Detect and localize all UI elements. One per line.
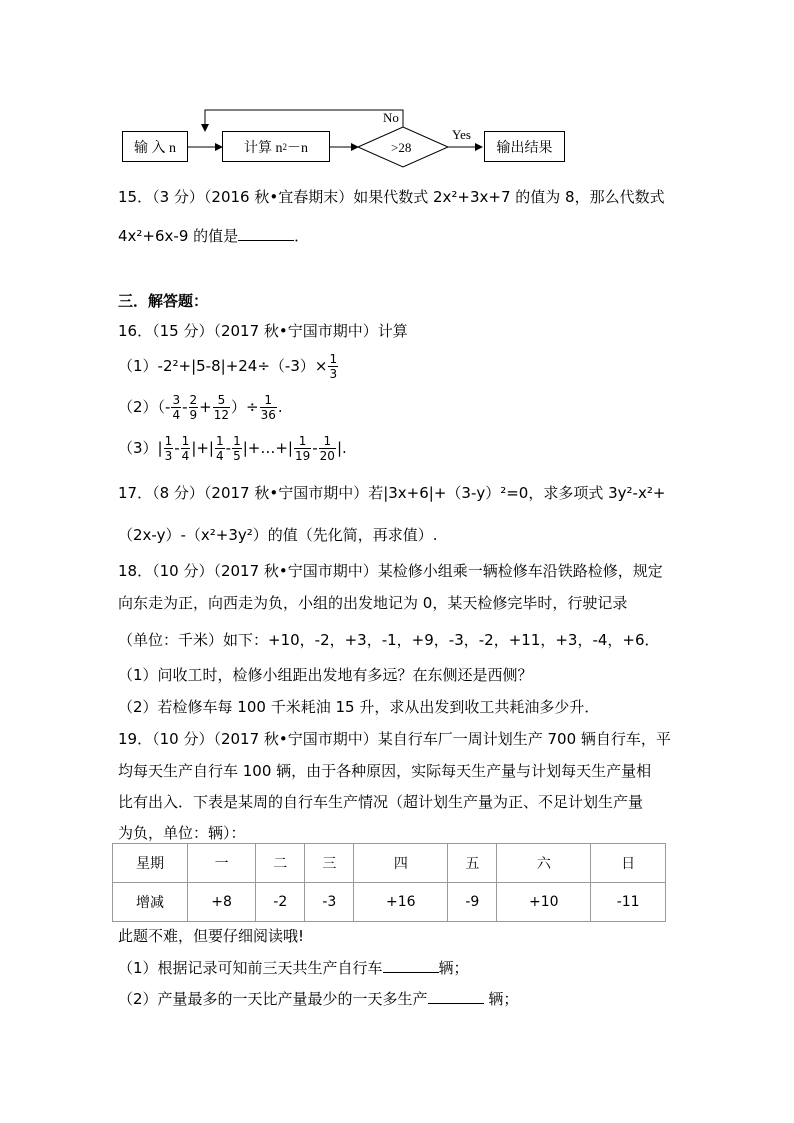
q19-sub2 [118, 988, 518, 1009]
flow-output-label: 输出结果 [496, 139, 553, 156]
table-cell: +16 [354, 883, 448, 922]
table-cell: -2 [256, 883, 305, 922]
q15-line2-post: ． [294, 227, 310, 245]
operator: - [225, 439, 232, 457]
q18-line3: （单位：千米）如下：+10，-2，+3，-1，+9，-3，-2，+11，+3，-4，+6． [118, 631, 660, 649]
q16-part1-text: （1）-2²+|5-8|+24÷（-3）× [118, 357, 328, 375]
q19-line4: 为负，单位：辆）： [118, 824, 246, 842]
operator: . [277, 398, 283, 416]
table-cell: 日 [591, 844, 666, 883]
q18-line1: 18．（10 分）（2017 秋•宁国市期中）某检修小组乘一辆检修车沿铁路检修，规定 [118, 562, 663, 580]
q16-title: 16．（15 分）（2017 秋•宁国市期中）计算 [118, 322, 408, 340]
fraction: $\frac{1}{20}$ [319, 434, 335, 463]
q17-line2: （2x-y）-（x²+3y²）的值（先化简，再求值）. [118, 526, 438, 544]
operator: + [199, 398, 212, 416]
table-cell: 星期 [113, 844, 188, 883]
table-cell: -3 [305, 883, 354, 922]
table-cell: +10 [497, 883, 591, 922]
q19-line3: 比有出入．下表是某周的自行车生产情况（超计划生产量为正、不足计划生产量 [118, 793, 644, 811]
q19-sub1 [118, 957, 469, 978]
flow-compute-sup: 2 [282, 141, 287, 152]
q19-sub1-tail: 辆； [438, 959, 469, 977]
q15-line1: 15．（3 分）（2016 秋•宜春期末）如果代数式 2x²+3x+7 的值为 8，那么代数式 [118, 188, 665, 206]
flow-input-label: 输 入 n [134, 140, 176, 156]
q18-line2: 向东走为正，向西走为负，小组的出发地记为 0，某天检修完毕时，行驶记录 [118, 594, 628, 612]
q18-sub2: （2）若检修车每 100 千米耗油 15 升，求从出发到收工共耗油多少升． [118, 698, 600, 716]
operator: - [312, 439, 318, 457]
q19-note: 此题不难，但要仔细阅读哦! [118, 927, 305, 945]
operator: - [174, 439, 180, 457]
q17-line1: 17．（8 分）（2017 秋•宁国市期中）若|3x+6|+（3-y）²=0，求多项式 3y²-x²+ [118, 484, 666, 502]
flow-condition-label: >28 [391, 140, 412, 155]
table-cell: +8 [188, 883, 256, 922]
q15-line2-pre: 4x²+6x-9 的值是 [118, 227, 239, 245]
table-cell: 一 [188, 844, 256, 883]
loop-back-arrow [205, 110, 403, 131]
q15-line2 [118, 225, 309, 246]
table-cell: 六 [497, 844, 591, 883]
fraction: $\frac{1}{36}$ [260, 393, 276, 422]
flow-yes-label: Yes [452, 127, 471, 142]
q16-part2 [118, 393, 283, 422]
operator: |. [336, 439, 347, 457]
fraction: $\frac{3}{4}$ [172, 393, 181, 422]
flow-output-box [484, 131, 565, 162]
fraction: $\frac{5}{12}$ [213, 393, 230, 422]
table-cell: -9 [448, 883, 497, 922]
fraction: $\frac{1}{4}$ [181, 434, 190, 463]
q19-answer-blank-1[interactable] [383, 972, 439, 973]
q18-sub1: （1）问收工时，检修小组距出发地有多远？在东侧还是西侧？ [118, 666, 533, 684]
table-cell: 五 [448, 844, 497, 883]
q16-part3 [118, 434, 347, 463]
fraction: $\frac{1}{5}$ [233, 434, 241, 463]
table-row [113, 883, 666, 922]
operator: - [182, 398, 188, 416]
q19-line2: 均每天生产自行车 100 辆，由于各种原因，实际每天生产量与计划每天生产量相 [118, 762, 652, 780]
section-heading: 三．解答题： [118, 292, 209, 310]
flow-compute-label: 计算 n [244, 140, 283, 156]
fraction: $\frac{2}{9}$ [189, 393, 198, 422]
fraction: $\frac{1}{4}$ [216, 434, 224, 463]
table-row [113, 844, 666, 883]
q16-part2-text: （2）（- [118, 398, 171, 416]
q19-sub2-text: （2）产量最多的一天比产量最少的一天多生产 [118, 990, 428, 1008]
q19-line1: 19．（10 分）（2017 秋•宁国市期中）某自行车厂一周计划生产 700 辆自行车，平 [118, 730, 671, 748]
flow-no-label: No [383, 110, 399, 125]
q15-answer-blank[interactable] [238, 240, 294, 241]
table-cell: -11 [591, 883, 666, 922]
q16-part3-text: （3）| [118, 439, 163, 457]
operator: ）÷ [231, 398, 259, 416]
operator: |+…+| [242, 439, 293, 457]
flow-input-box [122, 131, 188, 162]
q19-answer-blank-2[interactable] [428, 1003, 484, 1004]
q16-part1 [118, 352, 339, 381]
table-cell: 二 [256, 844, 305, 883]
fraction: $\frac{1}{3}$ [329, 352, 338, 381]
fraction: $\frac{1}{3}$ [164, 434, 173, 463]
q19-sub2-tail: 辆； [483, 990, 519, 1008]
q19-sub1-text: （1）根据记录可知前三天共生产自行车 [118, 959, 383, 977]
operator: |+| [191, 439, 214, 457]
fraction: $\frac{1}{19}$ [294, 434, 311, 463]
table-cell: 增减 [113, 883, 188, 922]
production-table [112, 843, 666, 922]
flow-compute-box [222, 131, 330, 162]
table-cell: 三 [305, 844, 354, 883]
flow-compute-tail: －n [287, 140, 308, 156]
table-cell: 四 [354, 844, 448, 883]
